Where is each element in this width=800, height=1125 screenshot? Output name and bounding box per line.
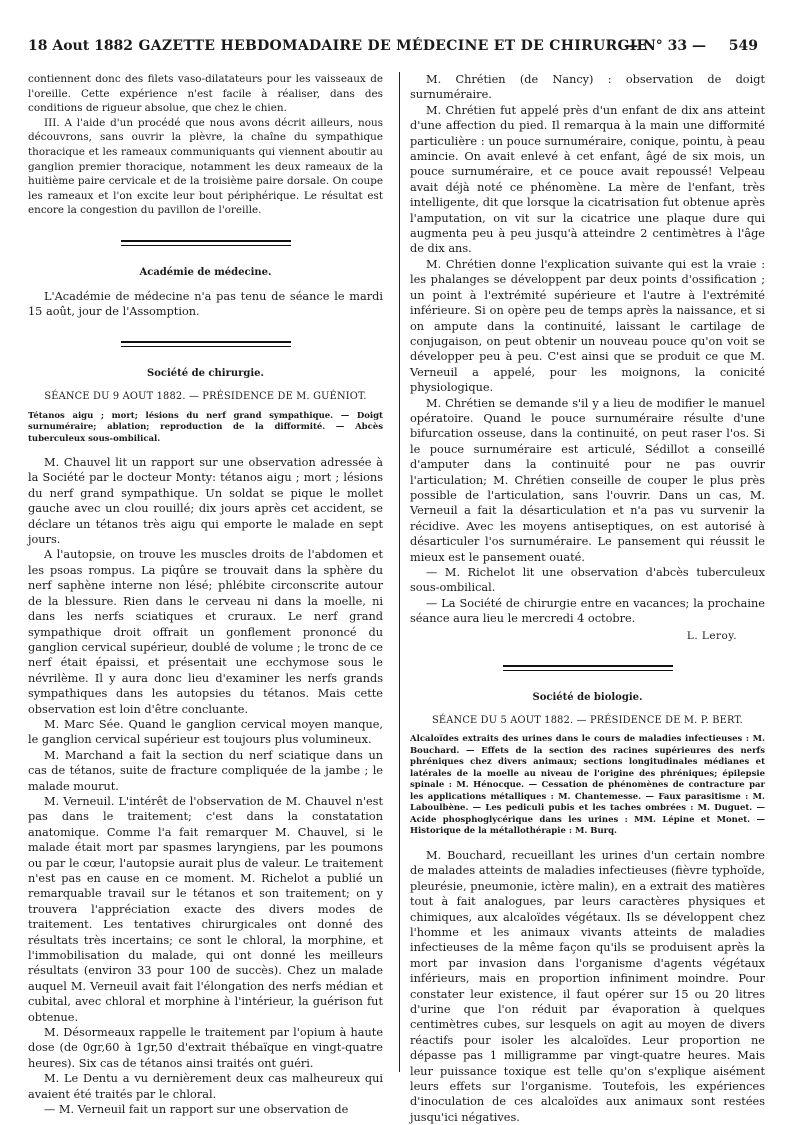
section-rule: [121, 240, 291, 246]
paragraph: A l'autopsie, on trouve les muscles droits de l'abdomen et les psoas rompus. La piqûre se trouvait dans la sphère du nerf saphène interne non lésé; phlébite circonscrite autour de la blessure. Rien dans le cerveau ni dans la moelle, ni dans les nerfs sciatiques et cruraux. Le nerf grand sympathique droit offrait un gonflement prononcé du ganglion cervical supérieur, doublé de volume ; le tronc de ce nerf était épaissi, et présentait une ecchymose sous le névrilème. Il y aura donc lieu d'examiner les nerfs grands sympathiques dans les autopsies du tétanos. Mais cette observation est loin d'être concluante.: [28, 548, 383, 716]
paragraph: III. A l'aide d'un procédé que nous avons décrit ailleurs, nous découvrons, sans ouvrir la plèvre, la chaîne du sympathique thoracique et les rameaux communiquants qui viennent aboutir au ganglion premier thoracique, notamment les deux rameaux de la huitième paire cervicale et de la troisième paire dorsale. On coupe les rameaux et l'on excite leur bout périphérique. Le résultat est encore la congestion du pavillon de l'oreille.: [28, 116, 383, 217]
section-rule: [503, 665, 673, 671]
paragraph: M. Chrétien se demande s'il y a lieu de modifier le manuel opératoire. Quand le pouce surnuméraire résulte d'une bifurcation osseuse, dans la continuité, on peut raser l'os. Si le pouce surnuméraire est articulé, Sédillot a conseillé d'amputer dans la continuité pour ne pas ouvrir l'articulation; M. Chrétien conseille de couper le plus près possible de l'articulation, sans l'ouvrir. Dans un cas, M. Verneuil a fait la désarticulation et n'a pas vu survenir la récidive. Avec les moyens antiseptiques, on est autorisé à désarticuler l'os surnuméraire. Le pansement qui réussit le mieux est le pansement ouaté.: [410, 396, 765, 564]
paragraph: M. Chauvel lit un rapport sur une observation adressée à la Société par le docteur Monty: tétanos aigu ; mort ; lésions du nerf grand sympathique. Un soldat se pique le mollet gauche avec un clou rouillé; dix jours après cet accident, se déclare un tétanos très aigu qui emporte le malade en sept jours.: [28, 456, 383, 547]
column-divider: [399, 72, 400, 1072]
paragraph: M. Chrétien donne l'explication suivante qui est la vraie : les phalanges se développent par deux points d'ossification ; un point à l'extrémité supérieure et l'autre à l'extrémité inférieure. Si on opère peu de temps après la naissance, et si on ampute dans la continuité, laissant le cartilage de conjugaison, on peut obtenir un nouveau pouce qu'on voit se développer peu à peu. C'est ainsi que se produit ce que M. Verneuil a appelé, pour les moignons, la conicité physiologique.: [410, 257, 765, 395]
journal-title: GAZETTE HEBDOMADAIRE DE MÉDECINE ET DE CHIRURGIE: [138, 38, 648, 54]
page-number: 549: [728, 38, 758, 54]
paragraph: M. Le Dentu a vu dernièrement deux cas malheureux qui avaient été traités par le chloral.: [28, 1072, 383, 1101]
issue-date: 18 Aout 1882: [28, 38, 134, 54]
paragraph: L'Académie de médecine n'a pas tenu de séance le mardi 15 août, jour de l'Assomption.: [28, 289, 383, 318]
paragraph: M. Marc Sée. Quand le ganglion cervical moyen manque, le ganglion cervical supérieur est toujours plus volumineux.: [28, 717, 383, 747]
signature: L. Leroy.: [686, 629, 737, 642]
session-summary: Tétanos aigu ; mort; lésions du nerf grand sympathique. — Doigt surnuméraire; ablation; reproduction de la difformité. — Abcès tuberculeux sous-ombilical.: [28, 410, 383, 444]
section-title-biologie: Société de biologie.: [532, 692, 643, 704]
paragraph: contiennent donc des filets vaso-dilatateurs pour les vaisseaux de l'oreille. Cette expérience n'est facile à réaliser, dans des conditions de rigueur absolue, que chez le chien.: [28, 73, 383, 115]
section-title-academie: Académie de médecine.: [139, 266, 272, 278]
paragraph: M. Marchand a fait la section du nerf sciatique dans un cas de tétanos, suite de fracture compliquée de la jambe ; le malade mourut.: [28, 748, 383, 793]
page-header: [28, 38, 758, 58]
paragraph: M. Chrétien fut appelé près d'un enfant de dix ans atteint d'une affection du pied. Il remarqua à la main une difformité particulière : un pouce surnuméraire, conique, pointu, à peau amincie. On avait enlevé à cet enfant, âgé de six mois, un pouce surnuméraire, et ce pouce avait repoussé! Velpeau avait déjà noté ce phénomène. La mère de l'enfant, très intelligente, dit que lorsque la cicatrisation fut obtenue après l'amputation, on vit sur la cicatrice une plaque dure qui augmenta peu à peu jusqu'à atteindre 2 centimètres à l'âge de dix ans.: [410, 103, 765, 256]
seance-line: SÉANCE DU 5 AOUT 1882. — PRÉSIDENCE DE M. P. BERT.: [432, 714, 743, 726]
seance-line: SÉANCE DU 9 AOUT 1882. — PRÉSIDENCE DE M. GUÉNIOT.: [44, 390, 367, 402]
paragraph: — M. Richelot lit une observation d'abcès tuberculeux sous-ombilical.: [410, 566, 765, 595]
section-title-chirurgie: Société de chirurgie.: [146, 368, 265, 380]
paragraph: M. Verneuil. L'intérêt de l'observation de M. Chauvel n'est pas dans le traitement; c'est dans la constatation anatomique. Comme l'a fait remarquer M. Chauvel, si le malade était mort par spasmes laryngiens, par les poumons ou par le cœur, l'autopsie aurait plus de valeur. Le traitement n'est pas en cause en ce moment. M. Richelot a publié un remarquable travail sur le tétanos et son traitement; on y trouvera l'appréciation exacte des divers modes de traitement. Les tentatives chirurgicales ont donné des résultats très incertains; ce sont le chloral, la morphine, et l'immobilisation du malade, qui ont donné les meilleurs résultats (environ 33 pour 100 de succès). Chez un malade auquel M. Verneuil avait fait l'élongation des nerfs médian et cubital, avec chloral et morphine à l'intérieur, la guérison fut obtenue.: [28, 794, 383, 1024]
paragraph: — M. Verneuil fait un rapport sur une observation de: [44, 1103, 349, 1117]
paragraph: M. Chrétien (de Nancy) : observation de doigt surnuméraire.: [410, 73, 765, 102]
section-rule: [121, 341, 291, 347]
session-summary: Alcaloïdes extraits des urines dans le cours de maladies infectieuses : M. Bouchard. — Effets de la section des racines supérieures des nerfs phréniques chez divers animaux; sections longitudinales médianes et latérales de la moelle au niveau de l'origine des phréniques; épilepsie spinale : M. Hénocque. — Cessation de phénomènes de contracture par les applications métalliques : M. Chantemesse. — Faux parasitisme : M. Laboulbène. — Les pediculi pubis et les taches ombrées : M. Duguet. — Acide phosphoglycérique dans les urines : MM. Lépine et Monet. — Historique de la métallothérapie : M. Burq.: [410, 734, 765, 837]
right-column: [410, 72, 765, 1125]
paragraph: — La Société de chirurgie entre en vacances; la prochaine séance aura lieu le mercredi 4 octobre.: [410, 596, 765, 626]
paragraph: M. Bouchard, recueillant les urines d'un certain nombre de malades atteints de maladies infectieuses (fièvre typhoïde, pleurésie, pneumonie, ictère malin), en a extrait des matières tout à fait analogues, par leurs caractères physiques et chimiques, aux alcaloïdes végétaux. Ils se développent chez l'homme et les animaux vivants atteints de maladies infectieuses de la même façon qu'ils se produisent après la mort par invasion dans l'organisme d'agents végétaux inférieurs, mais en proportion infiniment moindre. Pour constater leur existence, il faut opérer sur 15 ou 20 litres d'urine que l'on réduit par évaporation à quelques centimètres cubes, sur lesquels on agit au moyen de divers réactifs pour isoler les alcaloïdes. Leur proportion ne dépasse pas 1 milligramme par vingt-quatre heures. Mais leur puissance toxique est telle qu'on s'explique aisément leurs effets sur l'organisme. Toutefois, les expériences d'inoculation de ces alcaloïdes aux animaux sont restées jusqu'ici négatives.: [410, 848, 765, 1124]
paragraph: M. Désormeaux rappelle le traitement par l'opium à haute dose (de 0gr,60 à 1gr,50 d'extrait thébaïque en vingt-quatre heures). Six cas de tétanos ainsi traités ont guéri.: [28, 1026, 383, 1070]
left-column: [28, 72, 383, 1118]
issue-number: — N° 33 —: [624, 38, 706, 54]
